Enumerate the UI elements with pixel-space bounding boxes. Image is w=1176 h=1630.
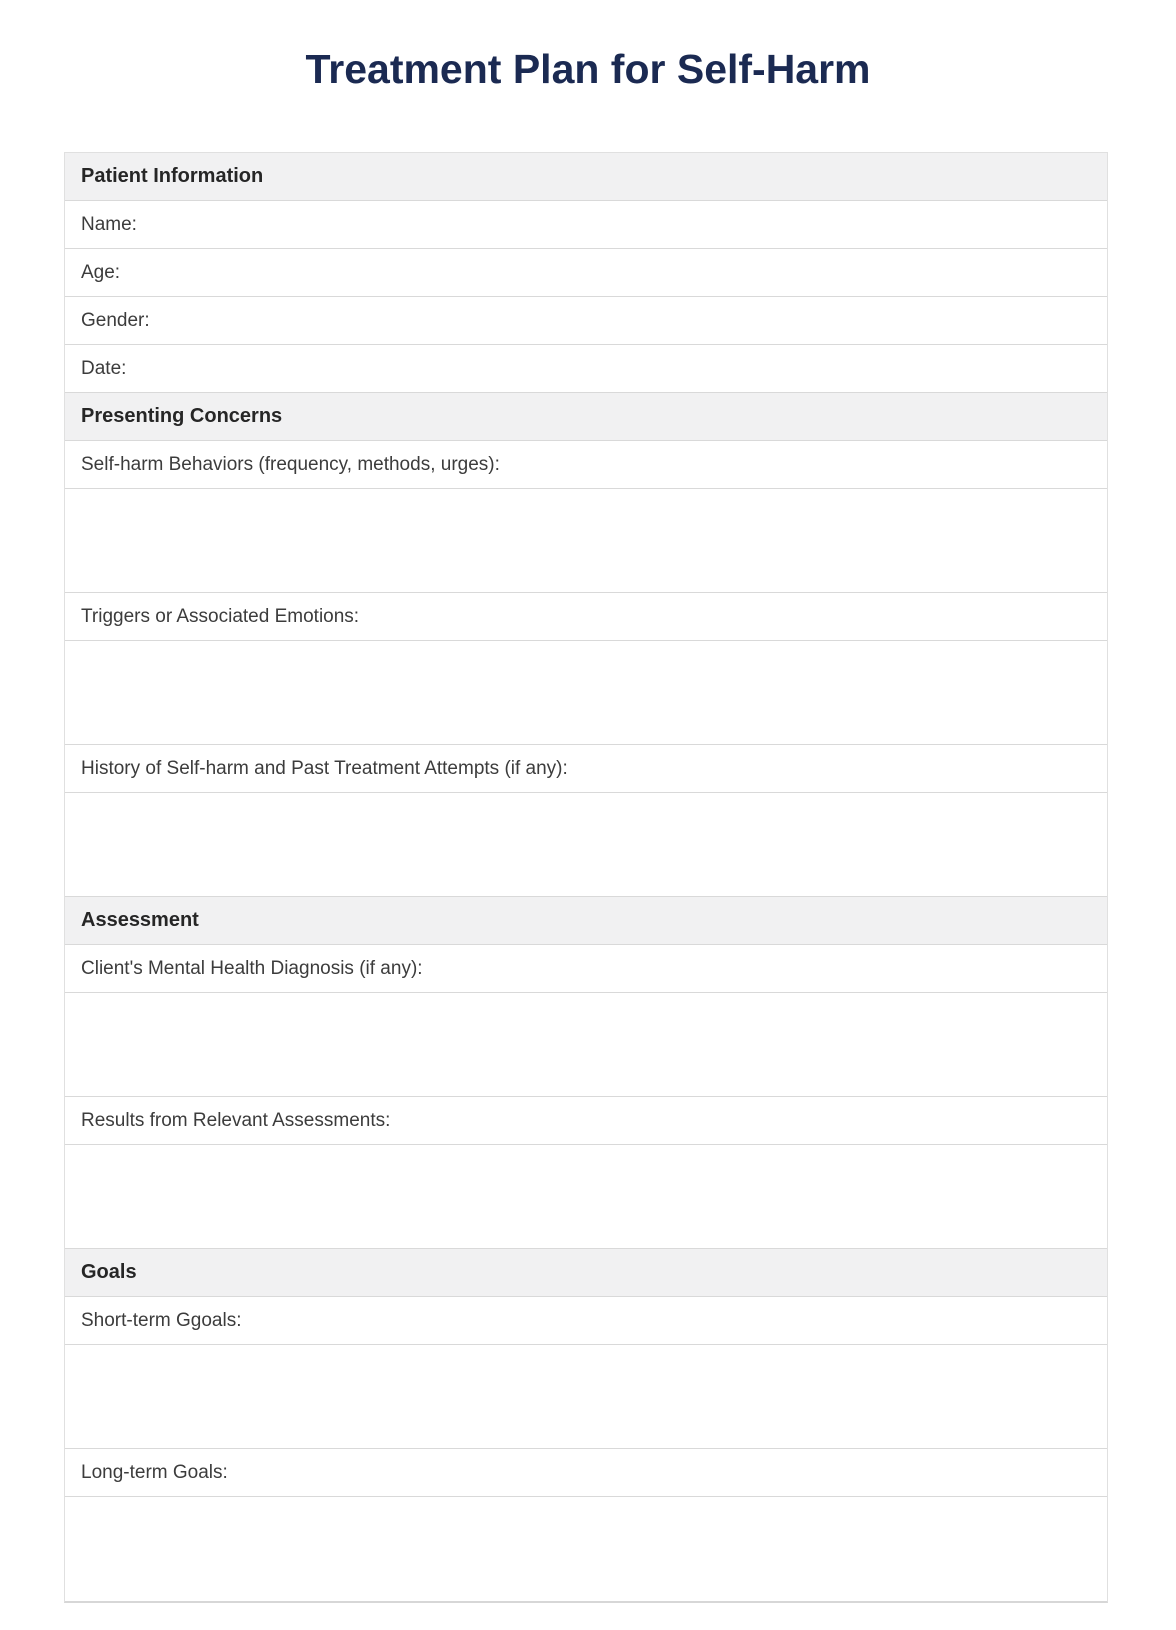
section-header-assessment: [65, 897, 1107, 945]
field-label-date: Date:: [81, 357, 127, 379]
field-label-history-past-treatment: History of Self-harm and Past Treatment Attempts (if any):: [81, 757, 568, 779]
field-label-gender: Gender:: [81, 309, 150, 331]
section-header-goals: [65, 1249, 1107, 1297]
section-title: Assessment: [81, 909, 199, 932]
field-row-history-past-treatment[interactable]: [65, 745, 1107, 793]
field-row-long-term-goals[interactable]: [65, 1449, 1107, 1497]
field-row-self-harm-behaviors[interactable]: [65, 441, 1107, 489]
field-label-self-harm-behaviors: Self-harm Behaviors (frequency, methods, urges):: [81, 453, 500, 475]
field-row-assessment-results[interactable]: [65, 1097, 1107, 1145]
field-row-gender[interactable]: [65, 297, 1107, 345]
section-header-presenting-concerns: [65, 393, 1107, 441]
answer-box-triggers-emotions[interactable]: [65, 641, 1107, 745]
field-row-mental-health-diagnosis[interactable]: [65, 945, 1107, 993]
field-label-short-term-goals: Short-term Ggoals:: [81, 1309, 242, 1331]
field-row-triggers-emotions[interactable]: [65, 593, 1107, 641]
field-row-age[interactable]: [65, 249, 1107, 297]
field-label-name: Name:: [81, 213, 137, 235]
field-label-age: Age:: [81, 261, 121, 283]
field-row-short-term-goals[interactable]: [65, 1297, 1107, 1345]
answer-box-short-term-goals[interactable]: [65, 1345, 1107, 1449]
field-row-date[interactable]: [65, 345, 1107, 393]
section-title: Presenting Concerns: [81, 405, 283, 428]
answer-box-self-harm-behaviors[interactable]: [65, 489, 1107, 593]
field-row-name[interactable]: [65, 201, 1107, 249]
treatment-plan-form: [64, 152, 1108, 1603]
page-title: Treatment Plan for Self-Harm: [305, 46, 871, 92]
section-header-patient-information: [65, 153, 1107, 201]
answer-box-history-past-treatment[interactable]: [65, 793, 1107, 897]
answer-box-long-term-goals[interactable]: [65, 1497, 1107, 1601]
field-label-mental-health-diagnosis: Client's Mental Health Diagnosis (if any):: [81, 957, 423, 979]
section-title: Goals: [81, 1261, 137, 1284]
answer-box-mental-health-diagnosis[interactable]: [65, 993, 1107, 1097]
field-label-long-term-goals: Long-term Goals:: [81, 1461, 228, 1483]
field-label-triggers-emotions: Triggers or Associated Emotions:: [81, 605, 360, 627]
answer-box-assessment-results[interactable]: [65, 1145, 1107, 1249]
field-label-assessment-results: Results from Relevant Assessments:: [81, 1109, 391, 1131]
section-title: Patient Information: [81, 165, 264, 188]
